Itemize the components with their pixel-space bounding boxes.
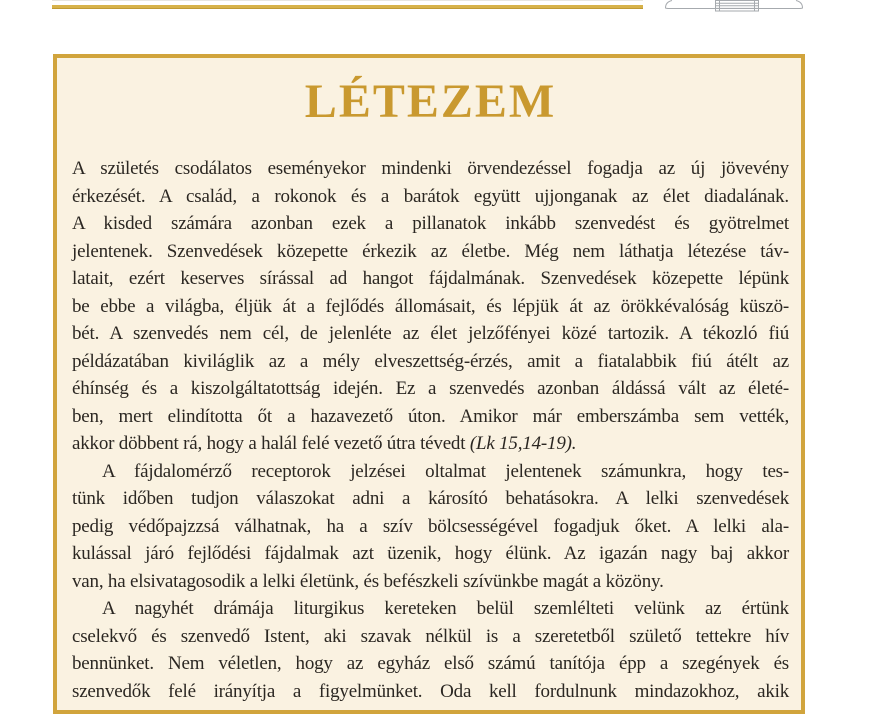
text-line <box>72 623 789 651</box>
text-line-segment: A fájdalomérző receptorok jelzései oltalmat jelentenek számunkra, hogy tes- <box>102 460 789 482</box>
text-line-segment: pedig védőpajzzsá válhatnak, ha a szív bölcsességével fogadjuk őket. A lelki ala- <box>72 515 789 537</box>
text-line <box>72 458 789 486</box>
text-line-segment: példázatában kiviláglik az a mély elveszettség-érzés, amit a fiatalabbik fiú átélt az <box>72 350 789 372</box>
text-line-segment: ben, mert elindította őt a hazavezető úton. Amikor már emberszámba sem vették, <box>72 405 789 427</box>
text-line <box>72 238 789 266</box>
text-line <box>72 403 789 431</box>
text-line-segment: be ebbe a világba, éljük át a fejlődés állomásait, és lépjük át az örökkévalóság küszö- <box>72 295 789 317</box>
text-line <box>72 210 789 238</box>
text-line <box>72 513 789 541</box>
text-line <box>72 650 789 678</box>
text-line-segment: jelentenek. Szenvedések közepette érkezik az életbe. Még nem láthatja létezése táv- <box>72 240 789 262</box>
text-line-segment: A születés csodálatos eseményekor mindenki örvendezéssel fogadja az új jövevény <box>72 158 789 179</box>
text-line <box>72 348 789 376</box>
text-line <box>72 155 789 183</box>
text-line <box>72 265 789 293</box>
text-line-segment: cselekvő és szenvedő Istent, aki szavak nélkül is a szeretetből születő tettekre hív <box>72 625 789 647</box>
text-line <box>72 678 789 706</box>
crib-base-line-art-icon <box>658 0 810 17</box>
text-line-segment: bennünket. Nem véletlen, hogy az egyház első számú tanítója épp a szegények és <box>72 653 789 674</box>
text-line <box>72 320 789 348</box>
page-frame <box>53 54 805 714</box>
text-line <box>72 430 789 458</box>
text-line-segment: tünk időben tudjon válaszokat adni a károsító behatásokra. A lelki szenvedések <box>72 488 789 509</box>
text-line-segment: éhínség és a kiszolgáltatottság idején. Ez a szenvedés azonban áldássá vált az életé- <box>72 378 789 399</box>
gold-rule <box>52 5 643 9</box>
text-line-segment: latait, ezért keserves sírással ad hangot fájdalmának. Szenvedések közepette lépünk <box>72 268 789 289</box>
text-line-segment: A kisded számára azonban ezek a pillanatok inkább szenvedést és gyötrelmet <box>72 213 789 234</box>
text-line-segment: A nagyhét drámája liturgikus kereteken belül szemlélteti velünk az értünk <box>102 598 789 619</box>
text-line-segment: van, ha elsivatagosodik a lelki életünk, és befészkeli szívünkbe magát a közöny. <box>72 570 664 592</box>
text-line <box>72 540 789 568</box>
text-line <box>72 375 789 403</box>
text-line-segment: szenvedők felé irányítja a figyelmünket. Oda kell fordulnunk mindazokhoz, akik <box>72 680 789 702</box>
text-line-segment: akkor döbbent rá, hogy a halál felé vezető útra tévedt <box>72 433 470 454</box>
text-line <box>72 568 789 596</box>
text-line <box>72 595 789 623</box>
page-top-hairline <box>52 0 643 1</box>
bible-citation: (Lk 15,14-19). <box>469 433 577 454</box>
page-title: LÉTEZEM <box>304 75 557 128</box>
body-text <box>72 155 789 705</box>
text-line-segment: bét. A szenvedés nem cél, de jelenléte az élet jelzőfényei közé tartozik. A tékozló fiú <box>72 323 789 344</box>
text-line <box>72 183 789 211</box>
text-line-segment: érkezését. A család, a rokonok és a barátok együtt ujjonganak az élet diadalának. <box>72 185 789 207</box>
text-line <box>72 485 789 513</box>
text-line-segment: kulással járó fejlődési fájdalmak azt üzenik, hogy élünk. Az igazán nagy baj akkor <box>72 543 789 564</box>
text-line <box>72 293 789 321</box>
